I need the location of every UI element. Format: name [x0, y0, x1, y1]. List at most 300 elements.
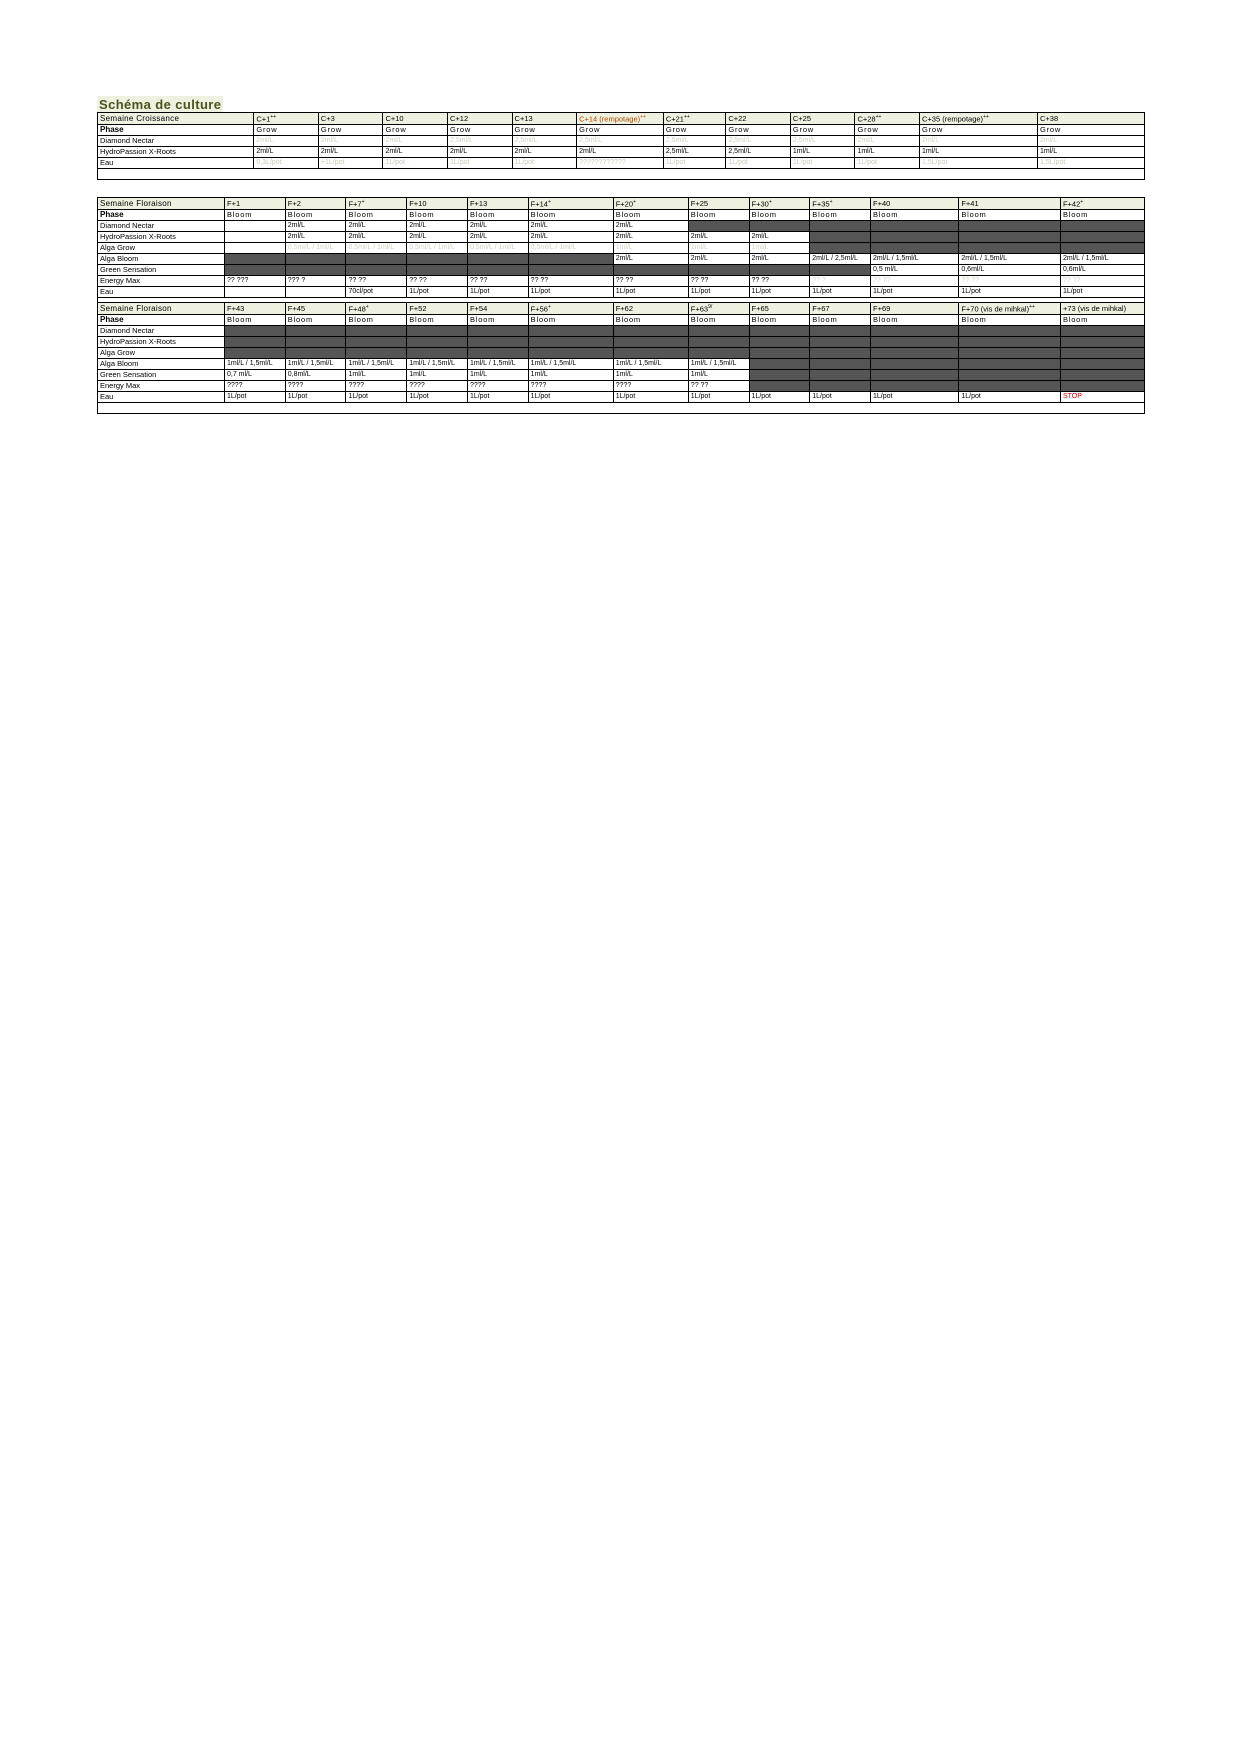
cell: 1L/pot [407, 286, 468, 297]
cell [749, 325, 810, 336]
cell: Bloom [688, 209, 749, 220]
cell: 0,5ml/L / 1ml/L [528, 242, 613, 253]
cell [749, 336, 810, 347]
cell: 2,5ml/L [790, 135, 855, 146]
cell: 2ml/L [613, 231, 688, 242]
cell [749, 369, 810, 380]
cell: 1L/pot [285, 391, 346, 402]
row-label: Alga Grow [98, 347, 225, 358]
cell: Bloom [225, 314, 286, 325]
cell [1060, 231, 1144, 242]
cell: Bloom [810, 209, 871, 220]
cell [810, 336, 871, 347]
cell: 2,5ml/L [726, 146, 791, 157]
cell: Bloom [407, 209, 468, 220]
row-label: Energy Max [98, 380, 225, 391]
cell [688, 325, 749, 336]
cell: 1ml/L / 1,5ml/L [346, 358, 407, 369]
cell [959, 369, 1061, 380]
cell [810, 358, 871, 369]
cell: Bloom [528, 314, 613, 325]
column-header-10: F+67 [810, 303, 871, 315]
row-label: Eau [98, 157, 254, 168]
row-label: Eau [98, 391, 225, 402]
spacer-cell [98, 168, 1145, 179]
column-header-9: F+65 [749, 303, 810, 315]
column-header-10: F+35+ [810, 198, 871, 210]
cell [346, 253, 407, 264]
cell: 2ml/L [528, 220, 613, 231]
cell: 1L/pot [467, 391, 528, 402]
cell [467, 336, 528, 347]
cell: 2,5ml/L [726, 135, 791, 146]
cell: 1L/pot [447, 157, 512, 168]
cell: 2ml/L [512, 146, 577, 157]
cell [285, 286, 346, 297]
table-row [98, 380, 1145, 391]
cell [810, 380, 871, 391]
cell [285, 264, 346, 275]
cell: Bloom [749, 314, 810, 325]
column-header-4: F+52 [407, 303, 468, 315]
cell: 1L/pot [688, 286, 749, 297]
cell [225, 325, 286, 336]
cell [285, 253, 346, 264]
cell: 1L/pot [225, 391, 286, 402]
cell: 1L/pot [407, 391, 468, 402]
cell: 1ml/L [613, 369, 688, 380]
cell [346, 336, 407, 347]
cell: 2ml/L [919, 135, 1037, 146]
table-row [98, 347, 1145, 358]
row-label: Alga Bloom [98, 358, 225, 369]
cell [1060, 358, 1144, 369]
cell: 1L/pot [959, 391, 1061, 402]
cell: 1ml/L [749, 242, 810, 253]
cell: 2,5ml/L [447, 135, 512, 146]
column-header-6: F+14+ [528, 198, 613, 210]
cell [407, 253, 468, 264]
cell: 2ml/L / 1,5ml/L [959, 253, 1061, 264]
table-row [98, 286, 1145, 297]
cell: 1L/pot [688, 391, 749, 402]
cell [959, 380, 1061, 391]
cell [346, 264, 407, 275]
cell: 2ml/L [285, 231, 346, 242]
cell: ???? [613, 380, 688, 391]
cell: 1ml/L / 1,5ml/L [407, 358, 468, 369]
column-header-11: F+69 [871, 303, 959, 315]
cell [467, 264, 528, 275]
cell: 2ml/L [407, 231, 468, 242]
table-row [98, 231, 1145, 242]
column-header-6: C+14 (rempotage)++ [577, 113, 664, 125]
cell: ???? [528, 380, 613, 391]
cell [225, 242, 286, 253]
cell: 2,5ml/L [512, 135, 577, 146]
cell: 1L/pot [855, 157, 920, 168]
cell: 2ml/L [855, 135, 920, 146]
cell: 2ml/L [318, 146, 383, 157]
cell: 0,6ml/L [1060, 264, 1144, 275]
column-header-2: F+2 [285, 198, 346, 210]
cell: 2ml/L [254, 146, 319, 157]
cell [810, 325, 871, 336]
table-row [98, 336, 1145, 347]
column-header-4: F+10 [407, 198, 468, 210]
cell [959, 220, 1061, 231]
cell [871, 220, 959, 231]
cell: 0,3L/pot [254, 157, 319, 168]
cell: 1ml/L / 1,5ml/L [613, 358, 688, 369]
cell: 2ml/L [528, 231, 613, 242]
cell: Bloom [346, 209, 407, 220]
cell: 2ml/L [467, 231, 528, 242]
column-header-11: C+35 (rempotage)++ [919, 113, 1037, 125]
cell: 1,5L/pot [919, 157, 1037, 168]
table-row [98, 146, 1145, 157]
table-row [98, 314, 1145, 325]
cell: 2,5ml/L [577, 135, 664, 146]
cell: Grow [577, 124, 664, 135]
cell: 1ml/L [407, 369, 468, 380]
cell [749, 264, 810, 275]
column-header-9: F+30+ [749, 198, 810, 210]
cell [467, 347, 528, 358]
cell: 1ml/L [346, 369, 407, 380]
cell [871, 347, 959, 358]
cell: ?? ?? [407, 275, 468, 286]
cell: +1L/pot [318, 157, 383, 168]
table-row [98, 157, 1145, 168]
cell: ?? ?? [613, 275, 688, 286]
cell [749, 380, 810, 391]
cell: Bloom [285, 314, 346, 325]
cell [613, 336, 688, 347]
column-header-5: F+54 [467, 303, 528, 315]
cell [1060, 242, 1144, 253]
cell: 1L/pot [959, 286, 1061, 297]
table-row [98, 358, 1145, 369]
cell: Grow [254, 124, 319, 135]
table-footer-spacer [98, 168, 1145, 179]
cell [613, 264, 688, 275]
cell: 2ml/L [688, 231, 749, 242]
cell: Grow [663, 124, 726, 135]
cell [225, 253, 286, 264]
cell: Grow [318, 124, 383, 135]
cell [1060, 325, 1144, 336]
cell: 1ml/L [688, 369, 749, 380]
cell: ???? [225, 380, 286, 391]
cell [871, 325, 959, 336]
cell [871, 380, 959, 391]
cell: 1ml/L [467, 369, 528, 380]
cell: Bloom [285, 209, 346, 220]
cell: ?? ?? [346, 275, 407, 286]
cell: 2ml/L / 1,5ml/L [871, 253, 959, 264]
cell [1060, 369, 1144, 380]
cell [871, 336, 959, 347]
cell [959, 336, 1061, 347]
cell: 1L/pot [512, 157, 577, 168]
column-header-3: F+48+ [346, 303, 407, 315]
cell: Grow [447, 124, 512, 135]
column-header-3: F+7+ [346, 198, 407, 210]
growth-schedule-table [97, 112, 1145, 180]
cell: 2,5ml/L [663, 146, 726, 157]
cell [285, 336, 346, 347]
column-header-12: C+38 [1037, 113, 1144, 125]
column-header-11: F+40 [871, 198, 959, 210]
cell [346, 347, 407, 358]
cell: 1ml/L [1037, 146, 1144, 157]
table-header-label: Semaine Floraison [98, 303, 225, 315]
cell: 2ml/L [346, 231, 407, 242]
cell [959, 358, 1061, 369]
cell [959, 231, 1061, 242]
cell: Bloom [407, 314, 468, 325]
cell: Bloom [871, 314, 959, 325]
cell: 2ml/L [318, 135, 383, 146]
table-header-row [98, 198, 1145, 210]
cell [871, 358, 959, 369]
cell [1060, 380, 1144, 391]
row-label: Eau [98, 286, 225, 297]
column-header-13: F+42+ [1060, 198, 1144, 210]
cell: 1L/pot [871, 286, 959, 297]
cell: ?? ?? [871, 275, 959, 286]
column-header-2: F+45 [285, 303, 346, 315]
cell: 1L/pot [383, 157, 448, 168]
cell: 1L/pot [467, 286, 528, 297]
cell: Bloom [528, 209, 613, 220]
cell [810, 242, 871, 253]
cell: Grow [383, 124, 448, 135]
table-header-label: Semaine Croissance [98, 113, 254, 125]
cell [225, 347, 286, 358]
cell [613, 347, 688, 358]
cell: ?? ?? [688, 380, 749, 391]
cell [810, 220, 871, 231]
cell [407, 336, 468, 347]
cell: 1,5L/pot [1037, 157, 1144, 168]
cell [407, 347, 468, 358]
row-label: Energy Max [98, 275, 225, 286]
cell: Grow [855, 124, 920, 135]
spacer-cell [98, 402, 1145, 413]
cell: 2ml/L [383, 146, 448, 157]
cell [1060, 336, 1144, 347]
cell [749, 358, 810, 369]
cell: 70cl/pot [346, 286, 407, 297]
page-title: Schéma de culture [99, 97, 222, 112]
row-label: Phase [98, 209, 225, 220]
cell: 2ml/L [749, 231, 810, 242]
cell: 2ml/L [447, 146, 512, 157]
cell [285, 325, 346, 336]
cell: 2ml/L / 2,5ml/L [810, 253, 871, 264]
row-label: Alga Bloom [98, 253, 225, 264]
row-label: Diamond Nectar [98, 135, 254, 146]
column-header-7: C+21++ [663, 113, 726, 125]
cell: ?? ?? [749, 275, 810, 286]
cell: 2,5ml/L [663, 135, 726, 146]
cell [528, 264, 613, 275]
column-header-6: F+56+ [528, 303, 613, 315]
cell: Bloom [871, 209, 959, 220]
cell [225, 286, 286, 297]
cell: Bloom [467, 209, 528, 220]
column-header-12: F+70 (vis de mihkal)++ [959, 303, 1061, 315]
table-row [98, 325, 1145, 336]
cell [467, 253, 528, 264]
cell [871, 242, 959, 253]
cell: 1L/pot [726, 157, 791, 168]
column-header-8: C+22 [726, 113, 791, 125]
cell: ???? [467, 380, 528, 391]
cell [688, 347, 749, 358]
row-label: Phase [98, 314, 225, 325]
cell: 1L/pot [749, 286, 810, 297]
cell: Bloom [810, 314, 871, 325]
cell [810, 231, 871, 242]
row-label: HydroPassion X-Roots [98, 231, 225, 242]
cell: 2ml/L [383, 135, 448, 146]
table-header-row [98, 303, 1145, 315]
cell: Bloom [1060, 209, 1144, 220]
table-row [98, 369, 1145, 380]
cell: Grow [726, 124, 791, 135]
cell [1060, 220, 1144, 231]
cell: Bloom [959, 209, 1061, 220]
cell: 1ml/L / 1,5ml/L [467, 358, 528, 369]
cell: Bloom [613, 209, 688, 220]
cell: 0,7 ml/L [225, 369, 286, 380]
cell: ???? [285, 380, 346, 391]
cell: ???????????? [577, 157, 664, 168]
cell: 1L/pot [613, 391, 688, 402]
column-header-9: C+25 [790, 113, 855, 125]
table-row [98, 209, 1145, 220]
cell [528, 336, 613, 347]
cell: 1ml/L [613, 242, 688, 253]
column-header-5: C+13 [512, 113, 577, 125]
cell: 1L/pot [528, 286, 613, 297]
table-row [98, 253, 1145, 264]
column-header-13: +73 (vis de mihkal) [1060, 303, 1144, 315]
cell [810, 264, 871, 275]
cell: 2ml/L [254, 135, 319, 146]
column-header-4: C+12 [447, 113, 512, 125]
cell: 2ml/L [1037, 135, 1144, 146]
cell: 1ml/L / 1,5ml/L [285, 358, 346, 369]
cell: 1L/pot [810, 286, 871, 297]
cell [810, 369, 871, 380]
cell: Grow [919, 124, 1037, 135]
cell: 1L/pot [790, 157, 855, 168]
cell [871, 369, 959, 380]
column-header-7: F+20+ [613, 198, 688, 210]
cell [749, 220, 810, 231]
cell: 1L/pot [346, 391, 407, 402]
cell: 2ml/L / 1,5ml/L [1060, 253, 1144, 264]
cell: 1ml/L [855, 146, 920, 157]
cell: 1ml/L / 1,5ml/L [688, 358, 749, 369]
cell: 0,6ml/L [959, 264, 1061, 275]
cell: Grow [790, 124, 855, 135]
table-row [98, 242, 1145, 253]
cell: 1L/pot [749, 391, 810, 402]
column-header-1: F+43 [225, 303, 286, 315]
cell: Bloom [959, 314, 1061, 325]
cell [285, 347, 346, 358]
column-header-10: C+28++ [855, 113, 920, 125]
cell [225, 336, 286, 347]
cell: Bloom [613, 314, 688, 325]
cell: 1ml/L / 1,5ml/L [528, 358, 613, 369]
column-header-5: F+13 [467, 198, 528, 210]
cell: 2ml/L [749, 253, 810, 264]
cell: Grow [512, 124, 577, 135]
table-row [98, 135, 1145, 146]
cell [528, 325, 613, 336]
row-label: Alga Grow [98, 242, 225, 253]
cell: 1L/pot [663, 157, 726, 168]
row-label: Phase [98, 124, 254, 135]
cell [528, 253, 613, 264]
cell [528, 347, 613, 358]
cell: 0,8ml/L [285, 369, 346, 380]
cell: 1ml/L / 1,5ml/L [225, 358, 286, 369]
column-header-3: C+10 [383, 113, 448, 125]
row-label: HydroPassion X-Roots [98, 336, 225, 347]
cell [613, 325, 688, 336]
cell: Bloom [225, 209, 286, 220]
column-header-8: $F+63^{9/}$ [688, 303, 749, 315]
row-label: Green Sensation [98, 264, 225, 275]
table-header-label: Semaine Floraison [98, 198, 225, 210]
cell [346, 325, 407, 336]
column-header-7: F+62 [613, 303, 688, 315]
cell: ???? [346, 380, 407, 391]
cell: ??? ? [285, 275, 346, 286]
cell [959, 347, 1061, 358]
column-header-8: F+25 [688, 198, 749, 210]
cell [407, 264, 468, 275]
cell [1060, 347, 1144, 358]
cell: 1L/pot [613, 286, 688, 297]
cell [407, 325, 468, 336]
cell: 0,5 ml/L [871, 264, 959, 275]
table-row [98, 220, 1145, 231]
cell: 1L/pot [528, 391, 613, 402]
cell: ?? ??? [225, 275, 286, 286]
cell: Grow [1037, 124, 1144, 135]
cell [688, 264, 749, 275]
cell: 1ml/L [688, 242, 749, 253]
cell [467, 325, 528, 336]
table-row [98, 275, 1145, 286]
cell [810, 347, 871, 358]
cell: 2ml/L [577, 146, 664, 157]
column-header-2: C+3 [318, 113, 383, 125]
cell: ?? ?? [688, 275, 749, 286]
column-header-1: C+1++ [254, 113, 319, 125]
cell: 1ml/L [528, 369, 613, 380]
cell: Bloom [1060, 314, 1144, 325]
cell [225, 264, 286, 275]
